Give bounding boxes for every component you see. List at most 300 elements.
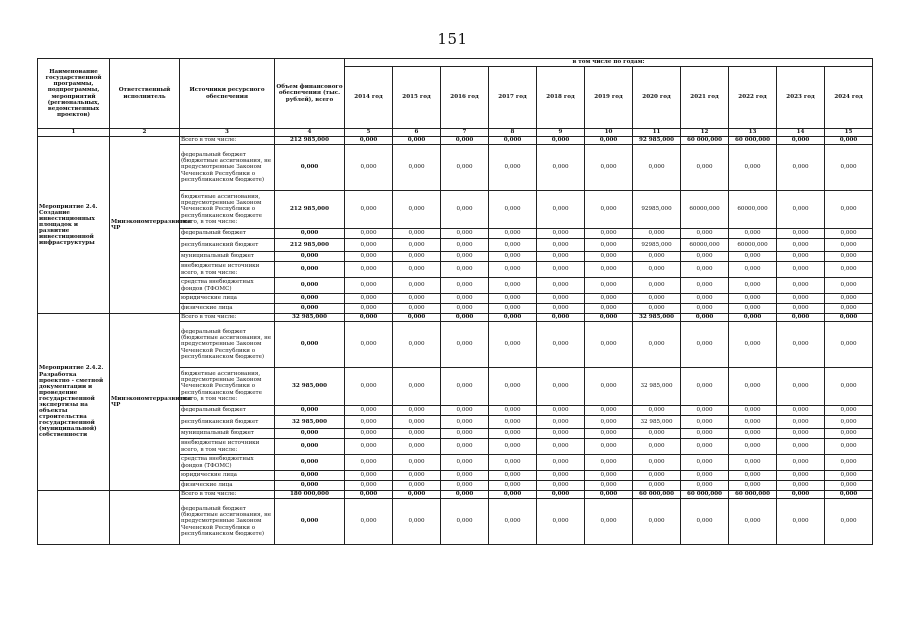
year-amount: 0,000 [441,252,489,262]
year-amount: 0,000 [681,322,729,368]
measure-name [38,491,110,545]
year-amount: 0,000 [489,439,537,455]
total-amount: 0,000 [275,429,345,439]
header-total: Объем финансового обеспечения (тыс. рублей), всего [275,59,345,129]
year-amount: 0,000 [345,368,393,406]
year-amount: 0,000 [633,499,681,545]
year-amount: 0,000 [729,294,777,304]
year-amount: 0,000 [585,416,633,429]
year-amount: 0,000 [681,145,729,191]
year-amount: 0,000 [393,314,441,322]
year-amount: 0,000 [585,304,633,314]
year-amount: 0,000 [393,471,441,481]
year-amount: 0,000 [729,455,777,471]
funding-source: Всего в том числе: [180,137,275,145]
year-amount: 0,000 [681,304,729,314]
year-amount: 0,000 [681,416,729,429]
year-amount: 32 985,000 [633,314,681,322]
year-amount: 0,000 [825,406,873,416]
header-column-number: 7 [441,129,489,137]
year-amount: 0,000 [729,499,777,545]
year-amount: 0,000 [441,262,489,278]
year-amount: 0,000 [537,481,585,491]
year-amount: 0,000 [633,429,681,439]
header-column-number: 14 [777,129,825,137]
year-amount: 0,000 [441,322,489,368]
year-amount: 0,000 [537,191,585,229]
year-amount: 0,000 [489,491,537,499]
funding-source: федеральный бюджет [180,406,275,416]
funding-source: федеральный бюджет [180,229,275,239]
year-amount: 0,000 [825,439,873,455]
year-amount: 60 000,000 [729,491,777,499]
year-amount: 0,000 [585,471,633,481]
year-amount: 0,000 [441,191,489,229]
year-amount: 0,000 [633,229,681,239]
header-column-number: 1 [38,129,110,137]
year-amount: 0,000 [825,471,873,481]
budget-table [37,58,873,545]
year-amount: 0,000 [729,278,777,294]
year-amount: 0,000 [585,455,633,471]
year-amount: 0,000 [489,278,537,294]
year-amount: 0,000 [537,252,585,262]
year-amount: 0,000 [393,429,441,439]
year-amount: 0,000 [441,368,489,406]
year-amount: 0,000 [393,499,441,545]
year-amount: 0,000 [585,429,633,439]
year-amount: 0,000 [681,229,729,239]
year-amount: 0,000 [441,137,489,145]
year-amount: 0,000 [441,471,489,481]
year-amount: 0,000 [729,429,777,439]
year-amount: 0,000 [585,262,633,278]
year-amount: 0,000 [777,368,825,406]
year-amount: 0,000 [441,145,489,191]
year-amount: 0,000 [537,368,585,406]
year-amount: 0,000 [393,491,441,499]
year-amount: 0,000 [489,137,537,145]
year-amount: 0,000 [537,499,585,545]
funding-source: Всего в том числе: [180,314,275,322]
year-amount: 0,000 [345,262,393,278]
total-amount: 0,000 [275,406,345,416]
year-amount: 0,000 [825,137,873,145]
year-amount: 0,000 [777,252,825,262]
year-amount: 0,000 [537,304,585,314]
funding-source: республиканский бюджет [180,416,275,429]
funding-source: средства внебюджетных фондов (ТФОМС) [180,455,275,471]
year-amount: 0,000 [345,491,393,499]
year-amount: 0,000 [585,314,633,322]
year-amount: 0,000 [681,294,729,304]
year-amount: 0,000 [345,239,393,252]
total-amount: 0,000 [275,304,345,314]
year-amount: 0,000 [825,491,873,499]
year-amount: 0,000 [729,406,777,416]
year-amount: 0,000 [489,262,537,278]
year-amount: 0,000 [729,145,777,191]
year-amount: 0,000 [345,471,393,481]
year-amount: 0,000 [537,278,585,294]
funding-source: физические лица [180,304,275,314]
year-amount: 0,000 [825,252,873,262]
total-amount: 32 985,000 [275,416,345,429]
year-amount: 0,000 [681,471,729,481]
year-amount: 0,000 [441,491,489,499]
funding-source: муниципальный бюджет [180,429,275,439]
year-amount: 0,000 [393,137,441,145]
year-amount: 0,000 [393,145,441,191]
year-amount: 0,000 [489,314,537,322]
year-amount: 0,000 [537,491,585,499]
year-amount: 0,000 [489,304,537,314]
year-amount: 0,000 [681,481,729,491]
header-year: 2021 год [681,67,729,129]
year-amount: 0,000 [489,239,537,252]
funding-source: Всего в том числе: [180,491,275,499]
year-amount: 0,000 [585,137,633,145]
year-amount: 0,000 [633,145,681,191]
year-amount: 0,000 [345,429,393,439]
year-amount: 0,000 [825,239,873,252]
year-amount: 0,000 [585,499,633,545]
year-amount: 0,000 [489,368,537,406]
year-amount: 60000,000 [729,191,777,229]
year-amount: 0,000 [441,416,489,429]
year-amount: 0,000 [489,499,537,545]
year-amount: 0,000 [393,481,441,491]
year-amount: 0,000 [825,368,873,406]
year-amount: 0,000 [441,406,489,416]
year-amount: 0,000 [825,229,873,239]
funding-source: федеральный бюджет (бюджетные ассигнования, не предусмотренные Законом Чеченской Республики о республиканском бюджете) [180,145,275,191]
responsible-executor: Минэкономтерразвития ЧР [110,137,180,314]
header-column-number: 8 [489,129,537,137]
year-amount: 0,000 [777,455,825,471]
year-amount: 0,000 [489,191,537,229]
year-amount: 0,000 [345,145,393,191]
year-amount: 0,000 [345,416,393,429]
year-amount: 0,000 [585,145,633,191]
year-amount: 0,000 [585,294,633,304]
year-amount: 0,000 [777,239,825,252]
year-amount: 0,000 [825,499,873,545]
header-column-number: 6 [393,129,441,137]
funding-source: бюджетные ассигнования, предусмотренные Законом Чеченской Республики о республиканском бюджете всего, в том числе: [180,191,275,229]
year-amount: 60 000,000 [633,491,681,499]
header-year: 2020 год [633,67,681,129]
year-amount: 0,000 [489,481,537,491]
year-amount: 0,000 [537,262,585,278]
year-amount: 0,000 [777,137,825,145]
year-amount: 0,000 [825,278,873,294]
year-amount: 0,000 [345,322,393,368]
funding-source: муниципальный бюджет [180,252,275,262]
funding-source: юридические лица [180,294,275,304]
year-amount: 0,000 [585,239,633,252]
year-amount: 0,000 [777,229,825,239]
year-amount: 0,000 [537,322,585,368]
year-amount: 0,000 [345,191,393,229]
header-year: 2022 год [729,67,777,129]
header-executor: Ответственный исполнитель [110,59,180,129]
funding-source: федеральный бюджет (бюджетные ассигнования, не предусмотренные Законом Чеченской Республики о республиканском бюджете) [180,322,275,368]
year-amount: 92985,000 [633,191,681,229]
year-amount: 0,000 [777,145,825,191]
year-amount: 0,000 [441,304,489,314]
page-number: 151 [437,30,468,48]
year-amount: 0,000 [441,481,489,491]
total-amount: 212 985,000 [275,191,345,229]
measure-name: Мероприятие 2.4. Создание инвестиционных площадок и развитие инвестиционной инфраструктуры [38,137,110,314]
year-amount: 0,000 [777,481,825,491]
measure-name: Мероприятие 2.4.2. Разработка проектно - сметной документации и проведение государственной экспертизы на объекты строительства государственной (муниципальной) собственности [38,314,110,491]
year-amount: 0,000 [537,429,585,439]
year-amount: 0,000 [489,455,537,471]
year-amount: 0,000 [441,278,489,294]
year-amount: 0,000 [345,304,393,314]
year-amount: 0,000 [345,455,393,471]
year-amount: 0,000 [825,262,873,278]
year-amount: 0,000 [537,137,585,145]
year-amount: 0,000 [489,406,537,416]
year-amount: 0,000 [585,191,633,229]
year-amount: 0,000 [825,145,873,191]
total-amount: 32 985,000 [275,314,345,322]
responsible-executor [110,491,180,545]
year-amount: 0,000 [441,239,489,252]
year-amount: 0,000 [729,439,777,455]
year-amount: 0,000 [345,406,393,416]
year-amount: 0,000 [537,471,585,481]
year-amount: 0,000 [393,229,441,239]
year-amount: 0,000 [393,262,441,278]
year-amount: 0,000 [345,499,393,545]
total-amount: 0,000 [275,499,345,545]
year-amount: 0,000 [393,368,441,406]
year-amount: 0,000 [489,294,537,304]
header-column-number: 4 [275,129,345,137]
header-column-number: 11 [633,129,681,137]
table-row [38,491,873,499]
header-column-number: 13 [729,129,777,137]
total-amount: 0,000 [275,471,345,481]
year-amount: 0,000 [729,481,777,491]
year-amount: 0,000 [729,471,777,481]
year-amount: 60000,000 [681,191,729,229]
header-column-number: 9 [537,129,585,137]
year-amount: 60000,000 [729,239,777,252]
year-amount: 0,000 [777,416,825,429]
year-amount: 0,000 [585,406,633,416]
header-years-group: в том числе по годам: [345,59,873,67]
year-amount: 0,000 [729,314,777,322]
year-amount: 0,000 [681,368,729,406]
year-amount: 92985,000 [633,239,681,252]
year-amount: 0,000 [537,294,585,304]
year-amount: 92 985,000 [633,137,681,145]
year-amount: 0,000 [777,294,825,304]
funding-source: внебюджетные источники всего, в том числе: [180,439,275,455]
year-amount: 0,000 [681,406,729,416]
year-amount: 0,000 [681,262,729,278]
year-amount: 0,000 [729,416,777,429]
year-amount: 0,000 [393,304,441,314]
year-amount: 0,000 [441,499,489,545]
year-amount: 0,000 [633,471,681,481]
year-amount: 0,000 [633,322,681,368]
year-amount: 0,000 [825,314,873,322]
year-amount: 0,000 [441,229,489,239]
header-name: Наименование государственной программы, подпрограммы, мероприятий (региональных, ведомственных проектов) [38,59,110,129]
year-amount: 0,000 [777,471,825,481]
header-year: 2024 год [825,67,873,129]
total-amount: 0,000 [275,252,345,262]
year-amount: 0,000 [633,304,681,314]
year-amount: 0,000 [777,322,825,368]
year-amount: 0,000 [825,416,873,429]
year-amount: 0,000 [633,278,681,294]
total-amount: 212 985,000 [275,137,345,145]
year-amount: 0,000 [393,416,441,429]
header-column-number: 15 [825,129,873,137]
year-amount: 0,000 [537,145,585,191]
total-amount: 180 000,000 [275,491,345,499]
year-amount: 0,000 [393,239,441,252]
year-amount: 0,000 [345,278,393,294]
total-amount: 0,000 [275,455,345,471]
header-source: Источники ресурсного обеспечения [180,59,275,129]
year-amount: 60 000,000 [681,491,729,499]
funding-source: федеральный бюджет (бюджетные ассигнования, не предусмотренные Законом Чеченской Республики о республиканском бюджете) [180,499,275,545]
year-amount: 0,000 [825,429,873,439]
year-amount: 0,000 [489,322,537,368]
total-amount: 0,000 [275,439,345,455]
year-amount: 0,000 [489,145,537,191]
year-amount: 0,000 [729,262,777,278]
year-amount: 0,000 [489,471,537,481]
header-column-number: 12 [681,129,729,137]
year-amount: 0,000 [777,429,825,439]
year-amount: 0,000 [633,294,681,304]
year-amount: 0,000 [585,322,633,368]
year-amount: 0,000 [393,278,441,294]
year-amount: 0,000 [777,191,825,229]
year-amount: 60 000,000 [681,137,729,145]
year-amount: 0,000 [777,439,825,455]
year-amount: 0,000 [585,439,633,455]
year-amount: 0,000 [345,137,393,145]
year-amount: 0,000 [441,439,489,455]
table-body [38,137,873,545]
year-amount: 0,000 [441,455,489,471]
total-amount: 0,000 [275,145,345,191]
year-amount: 0,000 [345,481,393,491]
year-amount: 0,000 [777,262,825,278]
year-amount: 0,000 [345,229,393,239]
total-amount: 0,000 [275,262,345,278]
year-amount: 0,000 [825,294,873,304]
year-amount: 0,000 [777,406,825,416]
funding-source: бюджетные ассигнования, предусмотренные Законом Чеченской Республики о республиканском бюджете всего, в том числе: [180,368,275,406]
year-amount: 0,000 [489,229,537,239]
funding-source: юридические лица [180,471,275,481]
funding-source: физические лица [180,481,275,491]
year-amount: 0,000 [777,304,825,314]
year-amount: 0,000 [393,294,441,304]
year-amount: 0,000 [345,439,393,455]
year-amount: 0,000 [825,304,873,314]
year-amount: 0,000 [633,262,681,278]
header-year: 2014 год [345,67,393,129]
year-amount: 0,000 [585,252,633,262]
header-year: 2015 год [393,67,441,129]
year-amount: 0,000 [537,416,585,429]
header-year: 2023 год [777,67,825,129]
year-amount: 0,000 [633,252,681,262]
year-amount: 60000,000 [681,239,729,252]
year-amount: 32 985,000 [633,368,681,406]
year-amount: 0,000 [585,278,633,294]
year-amount: 0,000 [393,252,441,262]
funding-source: внебюджетные источники всего, в том числе: [180,262,275,278]
year-amount: 0,000 [633,406,681,416]
responsible-executor: Минэкономтерразвития ЧР [110,314,180,491]
header-column-number: 3 [180,129,275,137]
year-amount: 0,000 [681,252,729,262]
year-amount: 0,000 [729,322,777,368]
year-amount: 0,000 [489,429,537,439]
header-year: 2016 год [441,67,489,129]
year-amount: 60 000,000 [729,137,777,145]
year-amount: 0,000 [729,229,777,239]
year-amount: 0,000 [729,304,777,314]
year-amount: 0,000 [585,481,633,491]
year-amount: 0,000 [777,499,825,545]
year-amount: 0,000 [681,429,729,439]
header-year: 2018 год [537,67,585,129]
year-amount: 0,000 [393,439,441,455]
year-amount: 0,000 [777,314,825,322]
total-amount: 0,000 [275,294,345,304]
year-amount: 0,000 [633,455,681,471]
year-amount: 0,000 [537,439,585,455]
year-amount: 0,000 [489,416,537,429]
header-column-number: 5 [345,129,393,137]
year-amount: 0,000 [345,252,393,262]
year-amount: 0,000 [681,314,729,322]
year-amount: 0,000 [681,439,729,455]
year-amount: 32 985,000 [633,416,681,429]
total-amount: 212 985,000 [275,239,345,252]
year-amount: 0,000 [825,455,873,471]
year-amount: 0,000 [729,252,777,262]
year-amount: 0,000 [393,406,441,416]
year-amount: 0,000 [825,191,873,229]
funding-source: республиканский бюджет [180,239,275,252]
header-column-number: 2 [110,129,180,137]
year-amount: 0,000 [729,368,777,406]
year-amount: 0,000 [441,314,489,322]
year-amount: 0,000 [345,294,393,304]
total-amount: 0,000 [275,322,345,368]
year-amount: 0,000 [537,406,585,416]
year-amount: 0,000 [537,239,585,252]
year-amount: 0,000 [777,491,825,499]
year-amount: 0,000 [393,191,441,229]
year-amount: 0,000 [585,229,633,239]
